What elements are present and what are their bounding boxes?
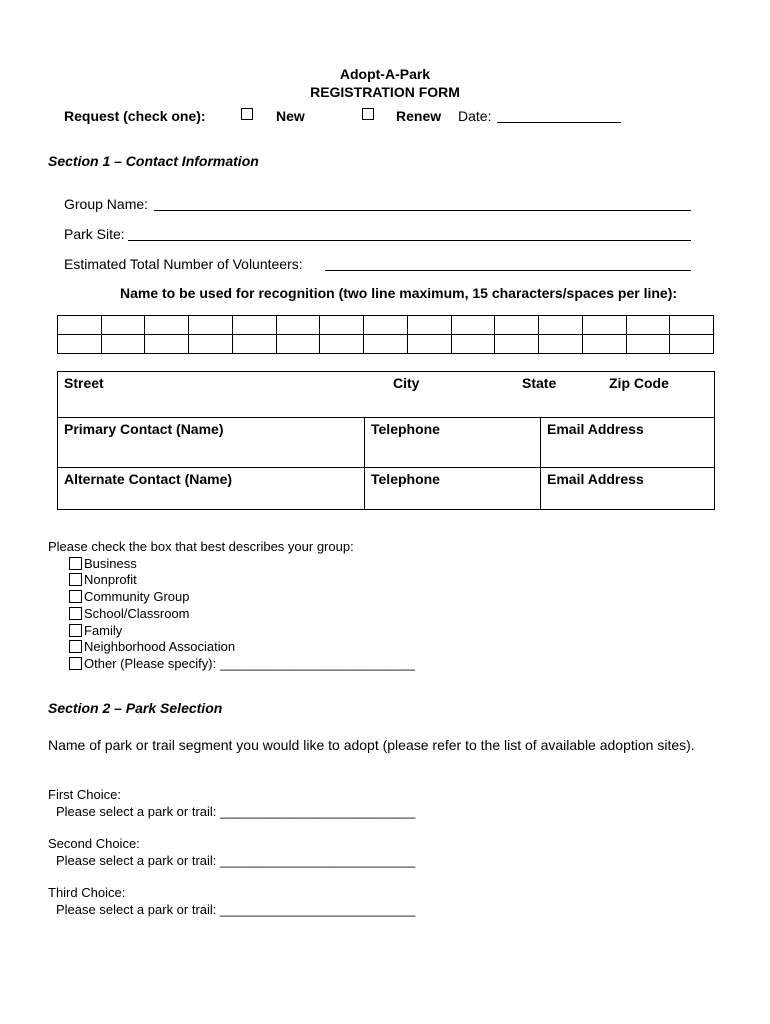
email-1-cell[interactable] — [541, 418, 715, 468]
option-label: Family — [84, 622, 123, 638]
first-choice-label: First Choice: — [48, 787, 121, 802]
grid-cell[interactable] — [495, 316, 539, 335]
alternate-contact-row — [58, 468, 715, 510]
group-option-business[interactable] — [48, 556, 415, 573]
grid-cell[interactable] — [102, 316, 146, 335]
first-choice-field[interactable]: Please select a park or trail: ___________________________ — [56, 803, 416, 819]
option-label: Other (Please specify): ___________________________ — [84, 655, 416, 671]
grid-cell[interactable] — [320, 316, 364, 335]
checkbox[interactable] — [69, 557, 82, 570]
alternate-contact-label: Alternate Contact (Name) — [64, 471, 233, 487]
telephone-1-cell[interactable] — [365, 418, 541, 468]
section2-instructions: Name of park or trail segment you would like to adopt (please refer to the list of available adoption sites). — [48, 737, 695, 753]
date-field[interactable] — [497, 122, 621, 123]
grid-cell[interactable] — [539, 316, 583, 335]
group-name-label: Group Name: — [64, 196, 149, 212]
grid-cell[interactable] — [670, 335, 714, 354]
volunteers-field[interactable] — [325, 270, 691, 271]
alternate-contact-cell[interactable] — [58, 468, 365, 510]
grid-cell[interactable] — [145, 316, 189, 335]
checkbox[interactable] — [69, 607, 82, 620]
grid-cell[interactable] — [452, 316, 496, 335]
park-site-label: Park Site: — [64, 226, 125, 242]
grid-cell[interactable] — [627, 335, 671, 354]
recognition-label: Name to be used for recognition (two line maximum, 15 characters/spaces per line): — [120, 285, 678, 301]
park-site-field[interactable] — [128, 240, 691, 241]
section1-heading: Section 1 – Contact Information — [48, 153, 259, 169]
group-option-neighborhood[interactable] — [48, 639, 415, 656]
first-choice — [48, 787, 415, 820]
grid-cell[interactable] — [364, 335, 408, 354]
checkbox[interactable] — [69, 640, 82, 653]
second-choice — [48, 836, 415, 869]
contact-table — [57, 371, 715, 510]
grid-cell[interactable] — [670, 316, 714, 335]
renew-checkbox[interactable] — [362, 108, 374, 120]
form-subtitle: REGISTRATION FORM — [310, 84, 460, 100]
group-type-prompt: Please check the box that best describes your group: — [48, 539, 354, 554]
checkbox[interactable] — [69, 657, 82, 670]
primary-contact-row — [58, 418, 715, 468]
date-label: Date: — [458, 108, 492, 124]
new-checkbox[interactable] — [241, 108, 253, 120]
primary-contact-cell[interactable] — [58, 418, 365, 468]
grid-cell[interactable] — [495, 335, 539, 354]
checkbox[interactable] — [69, 590, 82, 603]
option-label: Nonprofit — [84, 572, 137, 588]
form-title: Adopt-A-Park — [339, 66, 431, 82]
grid-cell[interactable] — [233, 316, 277, 335]
grid-cell[interactable] — [277, 335, 321, 354]
group-type-list — [48, 539, 415, 673]
group-option-school[interactable] — [48, 606, 415, 623]
renew-label: Renew — [396, 108, 442, 124]
grid-cell[interactable] — [627, 316, 671, 335]
grid-cell[interactable] — [145, 335, 189, 354]
group-option-family[interactable] — [48, 623, 415, 640]
street-label: Street — [64, 375, 104, 391]
option-label: Business — [84, 555, 137, 571]
option-label: School/Classroom — [84, 605, 190, 621]
zip-label: Zip Code — [609, 375, 669, 391]
grid-cell[interactable] — [539, 335, 583, 354]
grid-cell[interactable] — [277, 316, 321, 335]
grid-cell[interactable] — [452, 335, 496, 354]
third-choice — [48, 885, 415, 918]
third-choice-field[interactable]: Please select a park or trail: ___________________________ — [56, 901, 416, 917]
email-2-cell[interactable] — [541, 468, 715, 510]
address-cell[interactable] — [58, 372, 715, 418]
state-label: State — [522, 375, 557, 391]
address-row — [58, 372, 715, 418]
telephone-2-label: Telephone — [371, 471, 440, 487]
grid-cell[interactable] — [408, 335, 452, 354]
volunteers-label: Estimated Total Number of Volunteers: — [64, 256, 303, 272]
second-choice-field[interactable]: Please select a park or trail: ___________________________ — [56, 852, 416, 868]
primary-contact-label: Primary Contact (Name) — [64, 421, 224, 437]
grid-cell[interactable] — [189, 316, 233, 335]
third-choice-label: Third Choice: — [48, 885, 126, 900]
recognition-grid[interactable] — [57, 315, 714, 354]
group-name-field[interactable] — [154, 210, 691, 211]
grid-cell[interactable] — [102, 335, 146, 354]
group-option-other[interactable] — [48, 656, 415, 673]
checkbox[interactable] — [69, 624, 82, 637]
telephone-1-label: Telephone — [371, 421, 440, 437]
section2-heading: Section 2 – Park Selection — [48, 700, 223, 716]
telephone-2-cell[interactable] — [365, 468, 541, 510]
checkbox[interactable] — [69, 573, 82, 586]
grid-cell[interactable] — [189, 335, 233, 354]
grid-cell[interactable] — [583, 316, 627, 335]
grid-cell[interactable] — [233, 335, 277, 354]
city-label: City — [393, 375, 420, 391]
grid-cell[interactable] — [364, 316, 408, 335]
new-label: New — [276, 108, 305, 124]
request-label: Request (check one): — [64, 108, 206, 124]
group-option-nonprofit[interactable] — [48, 572, 415, 589]
email-1-label: Email Address — [547, 421, 644, 437]
grid-cell[interactable] — [583, 335, 627, 354]
email-2-label: Email Address — [547, 471, 644, 487]
grid-cell[interactable] — [58, 316, 102, 335]
second-choice-label: Second Choice: — [48, 836, 140, 851]
option-label: Community Group — [84, 589, 190, 605]
grid-cell[interactable] — [408, 316, 452, 335]
grid-cell[interactable] — [320, 335, 364, 354]
option-label: Neighborhood Association — [84, 639, 236, 655]
group-option-community[interactable] — [48, 589, 415, 606]
grid-cell[interactable] — [58, 335, 102, 354]
